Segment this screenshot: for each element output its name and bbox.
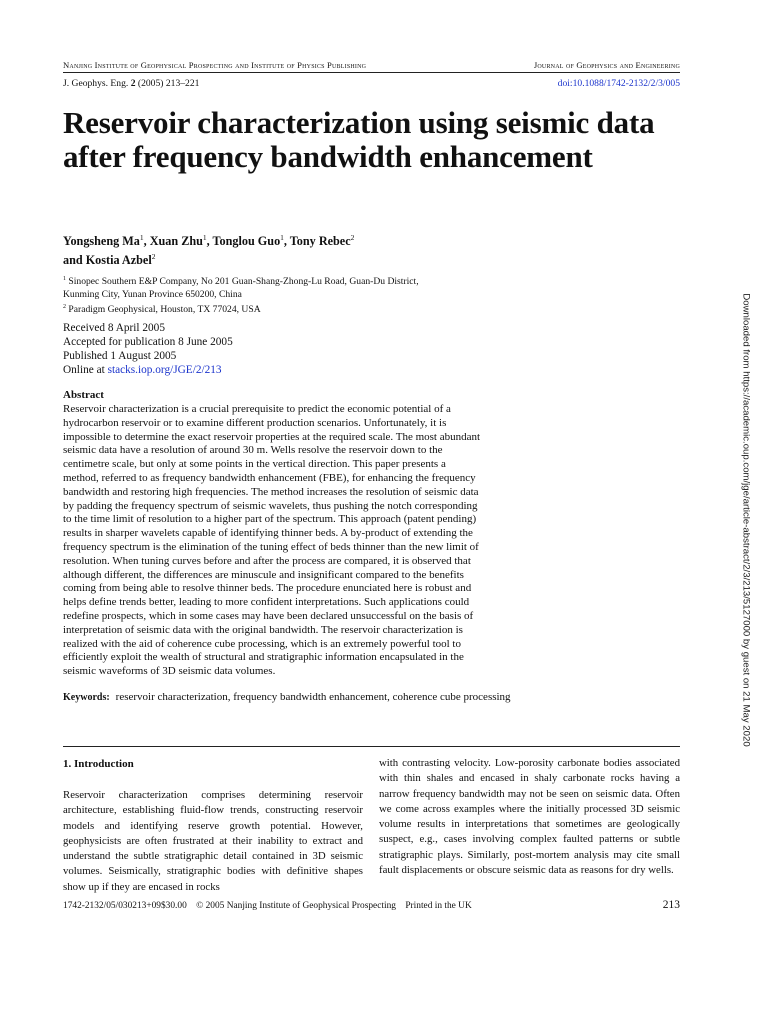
affiliation-1 bbox=[63, 273, 583, 288]
author-list: Yongsheng Ma$^1$, Xuan Zhu$^1$, Tonglou Guo$^1$, Tony Rebec$^2$ and Kostia Azbel$^2$ bbox=[63, 233, 355, 268]
keywords-label: Keywords: bbox=[63, 692, 110, 703]
affiliation-number: 2 bbox=[63, 304, 66, 311]
affiliation-line: Paradigm Geophysical, Houston, TX 77024, USA bbox=[68, 304, 261, 316]
author-name: Tonglou Guo bbox=[212, 234, 281, 249]
abstract-line: centimetre scale, but only at some points in the vertical direction. This paper presents a bbox=[63, 458, 446, 471]
online-prefix: Online at bbox=[63, 364, 108, 376]
author-affiliation-mark: 1 bbox=[202, 233, 207, 242]
online-location bbox=[63, 363, 233, 377]
citation-volume: 2 bbox=[130, 78, 136, 89]
published-date: Published 1 August 2005 bbox=[63, 350, 177, 362]
abstract-line: Reservoir characterization is a crucial prerequisite to predict the economic potential of a bbox=[63, 403, 451, 415]
intro-left-column: Reservoir characterization comprises determining reservoir architecture, establishing fluid-flow trends, constructing reservoir models and identifying reserve growth potential. However, geophysicists are often frustrated at their inability to extract and understand the subtle stratigraphic detail contained in 3D seismic volumes. Seismically, stratigraphic bodies with definitive shapes show up if they are encased in rocks bbox=[63, 789, 363, 893]
citation-pages: (2005) 213–221 bbox=[135, 78, 200, 89]
abstract-heading: Abstract bbox=[63, 389, 104, 401]
affiliation-2 bbox=[63, 301, 583, 316]
paper-title: Reservoir characterization using seismic data after frequency bandwidth enhancement bbox=[63, 105, 655, 174]
author-name: Kostia Azbel bbox=[85, 253, 152, 268]
abstract-body bbox=[63, 403, 526, 679]
abstract-line: although different, the differences are minuscule and insignificant compared to the benefits bbox=[63, 568, 464, 581]
abstract-line: hydrocarbon reservoir or to examine different production scenarios. Unfortunately, it is bbox=[63, 416, 447, 429]
download-notice: Downloaded from https://academic.oup.com/jge/article-abstract/2/3/213/5127000 by guest on 21 May 2020 bbox=[740, 293, 752, 747]
abstract-line: results in sharper wavelets capable of identifying thinner beds. A by-product of extending the bbox=[63, 527, 473, 540]
journal-publisher-header: Nanjing Institute of Geophysical Prospecting and Institute of Physics Publishing bbox=[63, 60, 367, 70]
received-date: Received 8 April 2005 bbox=[63, 322, 165, 334]
author-name: Yongsheng Ma bbox=[63, 234, 140, 249]
abstract-line: helps define trends better, leading to more confident interpretations. Such applications could bbox=[63, 596, 470, 609]
page-number: 213 bbox=[662, 899, 680, 911]
affiliation-line: Sinopec Southern E&P Company, No 201 Guan-Shang-Zhong-Lu Road, Guan-Du District, bbox=[68, 276, 419, 288]
abstract-line: redefine prospects, which in some cases may have been declared unsuccessful on the basis of bbox=[63, 609, 474, 622]
journal-name-header: Journal of Geophysics and Engineering bbox=[533, 60, 680, 70]
abstract-line: impossible to determine the exact reservoir properties at the required scale. The most abundant bbox=[63, 430, 481, 443]
author-affiliation-mark: 2 bbox=[151, 252, 156, 262]
author-affiliation-mark: 1 bbox=[139, 233, 144, 242]
abstract-line: realized with the aid of coherence cube processing, which is an extremely powerful tool to bbox=[63, 637, 461, 650]
abstract-line: efficiently exploit the wealth of structural and stratigraphic information encapsulated in the bbox=[63, 651, 464, 664]
author-affiliation-mark: 1 bbox=[280, 233, 284, 242]
author-affiliation-mark: 2 bbox=[350, 233, 355, 242]
abstract-line: bandwidth and restoring high frequencies. The method increases the resolution of seismic data bbox=[63, 485, 479, 498]
section-heading: 1. Introduction bbox=[63, 758, 134, 770]
citation-journal: J. Geophys. Eng. bbox=[63, 78, 131, 89]
doi-link[interactable]: doi:10.1088/1742-2132/2/3/005 bbox=[557, 78, 680, 89]
accepted-date: Accepted for publication 8 June 2005 bbox=[63, 336, 233, 348]
abstract-line: resolution. When tuning curves before and after the process are compared, it is observed that bbox=[63, 554, 471, 567]
copyright-footer: 1742-2132/05/030213+09$30.00 © 2005 Nanjing Institute of Geophysical Prospecting Printed in the UK bbox=[63, 901, 472, 911]
publication-dates bbox=[63, 321, 233, 377]
abstract-line: to the time limit of resolution to a higher part of the spectrum. This approach (patent pending) bbox=[63, 513, 477, 526]
keywords bbox=[63, 689, 526, 707]
author-conjunction: and bbox=[63, 253, 83, 268]
intro-right-column: with contrasting velocity. Low-porosity carbonate bodies associated with thin shales and encased in shaly carbonate rocks having a narrow frequency bandwidth may not be seen on seismic data. Often we come across examples where the initially processed 3D seismic volume results in interpretations that sometimes are geologically suspect, e.g., cases involving complex faulted patterns or subtle stratigraphic plays. Similarly, post-mortem analysis may cite small fault displacements or obscure seismic data as reasons for dry wells. bbox=[379, 757, 680, 877]
abstract-line: by padding the frequency spectrum of seismic wavelets, thus pushing the notch corresponding bbox=[63, 499, 478, 512]
affiliations bbox=[63, 273, 583, 316]
affiliation-number: 1 bbox=[63, 276, 66, 282]
online-link[interactable]: stacks.iop.org/JGE/2/213 bbox=[107, 364, 222, 376]
keywords-text: reservoir characterization, frequency bandwidth enhancement, coherence cube processing bbox=[115, 691, 511, 703]
abstract-line: frequency spectrum is the elimination of the tuning effect of beds thinner than the new limit of bbox=[63, 540, 479, 553]
citation bbox=[63, 78, 199, 89]
abstract-line: method, referred to as frequency bandwidth enhancement (FBE), for enhancing the frequency bbox=[63, 471, 476, 484]
header-divider bbox=[63, 72, 680, 73]
author-name: Xuan Zhu bbox=[149, 234, 203, 249]
affiliation-1-cont: Kunming City, Yunan Province 650200, China bbox=[63, 289, 242, 301]
abstract-line: seismic data have a resolution of around 30 m. Wells resolve the reservoir down to the bbox=[63, 444, 443, 457]
abstract-line: seismic waveforms of 3D seismic data volumes. bbox=[63, 665, 276, 678]
abstract-line: interpretation of seismic data with the original bandwidth. The reservoir characterization is bbox=[63, 623, 463, 636]
abstract-line: coming from being able to resolve thinner beds. The procedure enunciated here is robust and bbox=[63, 582, 472, 595]
author-name: Tony Rebec bbox=[289, 234, 351, 249]
section-divider bbox=[63, 746, 680, 747]
